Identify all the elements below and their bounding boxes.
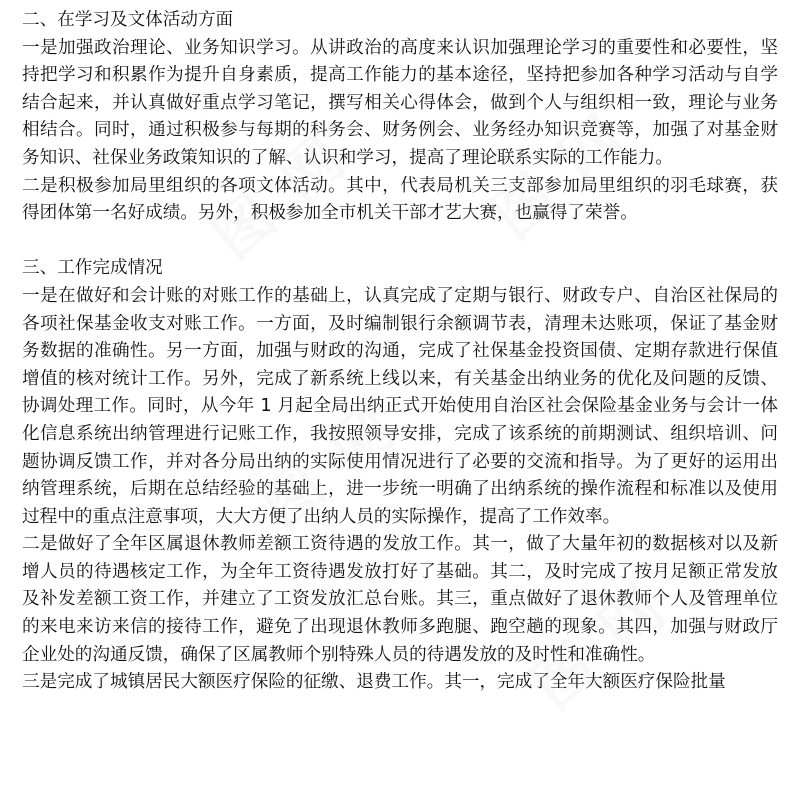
section-2-paragraph-1: 一是加强政治理论、业务知识学习。从讲政治的高度来认识加强理论学习的重要性和必要性，坚持把学习和积累作为提升自身素质，提高工作能力的基本途径，坚持把参加各种学习活动与自学结合起来，并认真做好重点学习笔记，撰写相关心得体会，做到个人与组织相一致，理论与业务相结合。同时，通过积极参与每期的科务会、财务例会、业务经办知识竞赛等，加强了对基金财务知识、社保业务政策知识的了解、认识和学习，提高了理论联系实际的工作能力。 [22, 37, 778, 168]
section-2-heading: 二、在学习及文体活动方面 [22, 10, 234, 30]
section-2-paragraph-2: 二是积极参加局里组织的各项文体活动。其中，代表局机关三支部参加局里组织的羽毛球赛，获得团体第一名好成绩。另外，积极参加全市机关干部才艺大赛，也赢得了荣誉。 [22, 175, 778, 224]
watermark-mark: 图 网 [198, 120, 361, 273]
blank-line [22, 228, 778, 256]
section-3-paragraph-1: 一是在做好和会计账的对账工作的基础上，认真完成了定期与银行、财政专户、自治区社保局的各项社保基金收支对账工作。一方面，及时编制银行余额调节表，清理未达账项，保证了基金财务数据的准确性。另一方面，加强与财政的沟通，完成了社保基金投资国债、定期存款进行保值增值的核对统计工作。另外，完成了新系统上线以来，有关基金出纳业务的优化及问题的反馈、协调处理工作。同时，从今年 1 月起全局出纳正式开始使用自治区社会保险基金业务与会计一体化信息系统出纳管理进行记账工作，我按照领导安排，完成了该系统的前期测试、组织培训、问题协调反馈工作，并对各分局出纳的实际使用情况进行了必要的交流和指导。为了更好的运用出纳管理系统，后期在总结经验的基础上，进一步统一明确了出纳系统的操作流程和标准以及使用过程中的重点注意事项，大大方便了出纳人员的实际操作，提高了工作效率。 [22, 285, 778, 527]
watermark-mark: 图 网 [478, 100, 641, 253]
section-3-paragraph-3: 三是完成了城镇居民大额医疗保险的征缴、退费工作。其一，完成了全年大额医疗保险批量 [22, 672, 726, 693]
section-3-paragraph-2: 二是做好了全年区属退休教师差额工资待遇的发放工作。其一，做了大量年初的数据核对以及新增人员的待遇核定工作，为全年工资待遇发放打好了基础。其二，及时完成了按月足额正常发放及补发差额工资工作，并建立了工资发放汇总台账。其三，重点做好了退休教师个人及管理单位的来电来访来信的接待工作，避免了出现退休教师多跑腿、跑空趟的现象。其四，加强与财政厅企业处的沟通反馈，确保了区属教师个别特殊人员的待遇发放的及时性和准确性。 [22, 534, 778, 665]
section-3-heading: 三、工作完成情况 [22, 258, 163, 279]
watermark-mark: 图 网 [248, 390, 411, 543]
watermark-mark: 图 网 [518, 570, 681, 723]
